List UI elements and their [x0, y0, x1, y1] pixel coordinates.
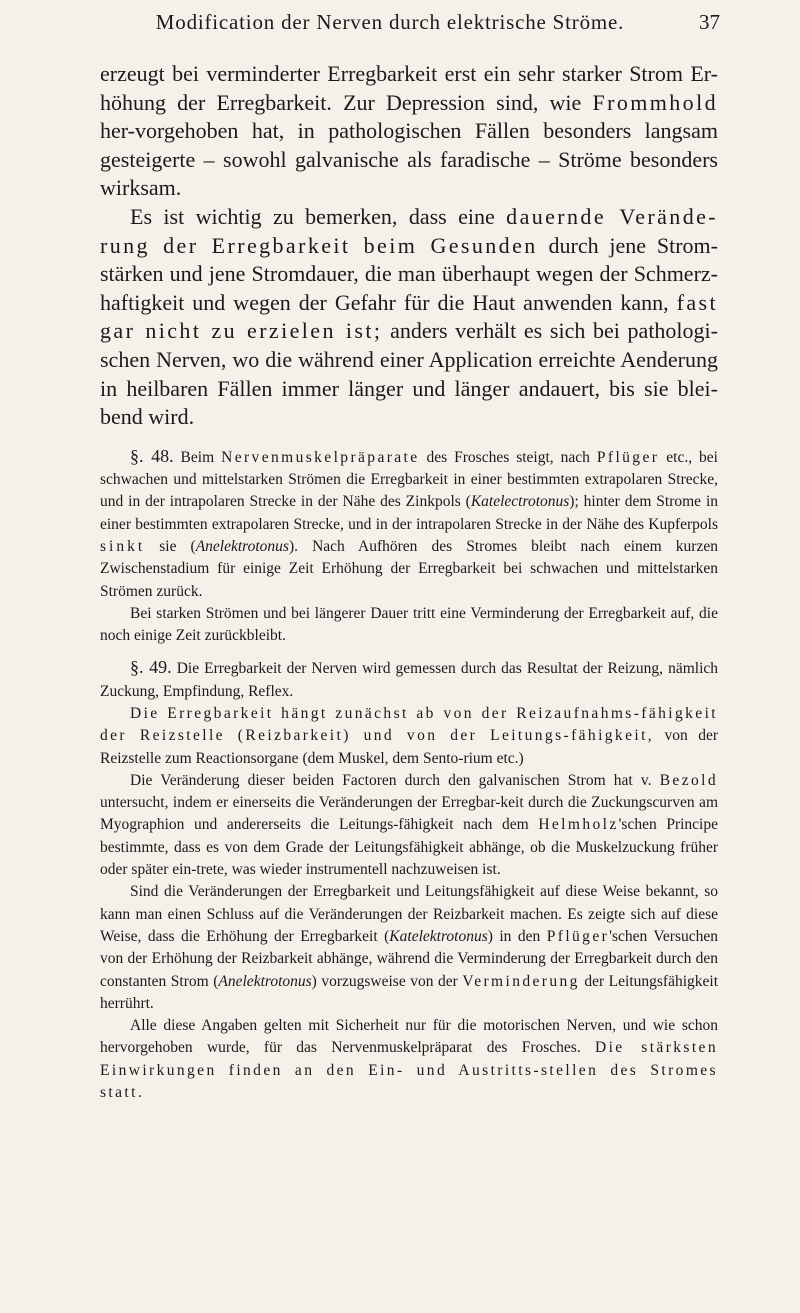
emphasis: fast gar nicht zu erzielen ist; [100, 289, 718, 344]
section-49-paragraph-3 [100, 770, 718, 881]
main-text [100, 60, 718, 432]
section-49-paragraph-4 [100, 881, 718, 1015]
emphasis: Die Erregbarkeit hängt zunächst ab von der Reizaufnahms-fähigkeit der Reizstelle (Reizbarkeit) und von der Leitungs-fähigkeit, [100, 704, 718, 745]
small-print-sections [100, 445, 718, 1105]
text-run: sie ( [145, 537, 196, 555]
text-run: ); hinter dem Strome in einer bestimmten extrapolaren Strecke, und in der intrapolaren Strecke in der Nähe des Kupferpols [100, 493, 718, 533]
paragraph-2 [100, 203, 718, 432]
emphasis: dauernde Verände-rung der Erregbarkeit beim Gesunden [100, 203, 718, 258]
author-name: Pflüger [546, 927, 610, 945]
text-run: 'schen Versuchen von der Erhöhung der Reizbarkeit abhänge, während die Verminderung der Erregbarkeit durch den constanten Strom ( [100, 927, 718, 990]
text-run: ) in den [487, 927, 547, 945]
text-run: 'schen Principe bestimmte, dass es von dem Grade der Leitungsfähigkeit abhänge, ob die Muskelzuckung früher oder später ein-trete, was wieder instrumentell nachzuweisen ist. [100, 816, 718, 879]
text-run: her-vorgehoben hat, in pathologischen Fällen besonders langsam gesteigerte – sowohl galvanische als faradische – Ströme besonders wirksam. [100, 118, 718, 201]
text-run: Beim [173, 448, 222, 466]
text-run: erzeugt bei verminderter Erregbarkeit erst ein sehr starker Strom Er-höhung der Erregbarkeit. Zur Depression sind, wie [100, 61, 718, 115]
emphasis: Verminderung [462, 972, 580, 990]
term: Katelectrotonus [470, 493, 570, 511]
text-run: Es ist wichtig zu bemerken, dass eine [130, 203, 507, 229]
author-name: Bezold [659, 771, 718, 789]
running-title: Modification der Nerven durch elektrische Ströme. [155, 10, 625, 34]
term: Katelektrotonus [389, 927, 488, 945]
emphasis: sinkt [100, 537, 146, 555]
running-header [100, 10, 720, 38]
emphasis: Nervenmuskelpräparate [221, 448, 420, 466]
text-run: anders verhält es sich bei pathologi-schen Nerven, wo die während einer Application erreichte Aenderung in heilbaren Fällen immer länger und länger andauert, bis sie blei-bend wird. [100, 318, 718, 430]
text-run: Alle diese Angaben gelten mit Sicherheit nur für die motorischen Nerven, und wie schon hervorgehoben wurde, für das Nervenmuskelpräparat des Frosches. [100, 1017, 718, 1057]
term: Anelektrotonus [195, 537, 289, 555]
author-name: Pflüger [596, 448, 660, 466]
paragraph-1 [100, 60, 718, 203]
text-run: des Frosches steigt, nach [419, 448, 597, 466]
author-name: Helmholz [538, 816, 619, 834]
section-49 [100, 656, 718, 703]
text-run: ). Nach Aufhören des Stromes bleibt nach einem kurzen Zwischenstadium für einige Zeit Erhöhung der Erregbarkeit bei schwachen und mittelstarken Strömen zurück. [100, 537, 718, 600]
term: Anelektrotonus [218, 972, 312, 990]
emphasis: Die stärksten Einwirkungen finden an den Ein- und Austritts-stellen des Stromes statt. [100, 1039, 718, 1102]
section-48-paragraph-2: Bei starken Strömen und bei längerer Dauer tritt eine Verminderung der Erregbarkeit auf, die noch einige Zeit zurückbleibt. [100, 604, 718, 645]
section-49-paragraph-5 [100, 1015, 718, 1104]
section-49-paragraph-2 [100, 703, 718, 770]
text-run: untersucht, indem er einerseits die Veränderungen der Erregbar-keit durch die Zuckungscurven am Myographion und andererseits die Leitungs-fähigkeit nach dem [100, 794, 718, 834]
page-body [100, 60, 718, 1104]
text-run: Die Veränderung dieser beiden Factoren durch den galvanischen Strom hat v. [130, 771, 660, 789]
section-number: §. 48. [130, 445, 174, 466]
text-run: von der Reizstelle zum Reactionsorgane (dem Muskel, dem Sento-rium etc.) [100, 727, 718, 767]
author-name: Frommhold [592, 89, 718, 115]
page-number: 37 [699, 10, 720, 34]
section-number: §. 49. [130, 657, 172, 678]
text-run: etc., bei schwachen und mittelstarken Strömen die Erregbarkeit in einer bestimmten extrapolaren Strecke, und in der intrapolaren Strecke in der Nähe des Zinkpols ( [100, 448, 718, 511]
text-run: Die Erregbarkeit der Nerven wird gemessen durch das Resultat der Reizung, nämlich Zuckung, Empfindung, Reflex. [100, 660, 719, 700]
text-run: Sind die Veränderungen der Erregbarkeit und Leitungsfähigkeit auf diese Weise bekannt, so kann man einen Schluss auf die Veränderungen der Reizbarkeit machen. Es zeigte sich auf diese Weise, dass die Erhöhung der Erregbarkeit ( [100, 883, 718, 945]
section-48 [100, 445, 718, 603]
text-run: der Leitungsfähigkeit herrührt. [100, 972, 719, 1012]
text-run: ) vorzugsweise von der [311, 972, 463, 990]
text-run: durch jene Strom-stärken und jene Stromdauer, die man überhaupt wegen der Schmerz-haftigkeit und wegen der Gefahr für die Haut anwenden kann, [100, 232, 718, 315]
